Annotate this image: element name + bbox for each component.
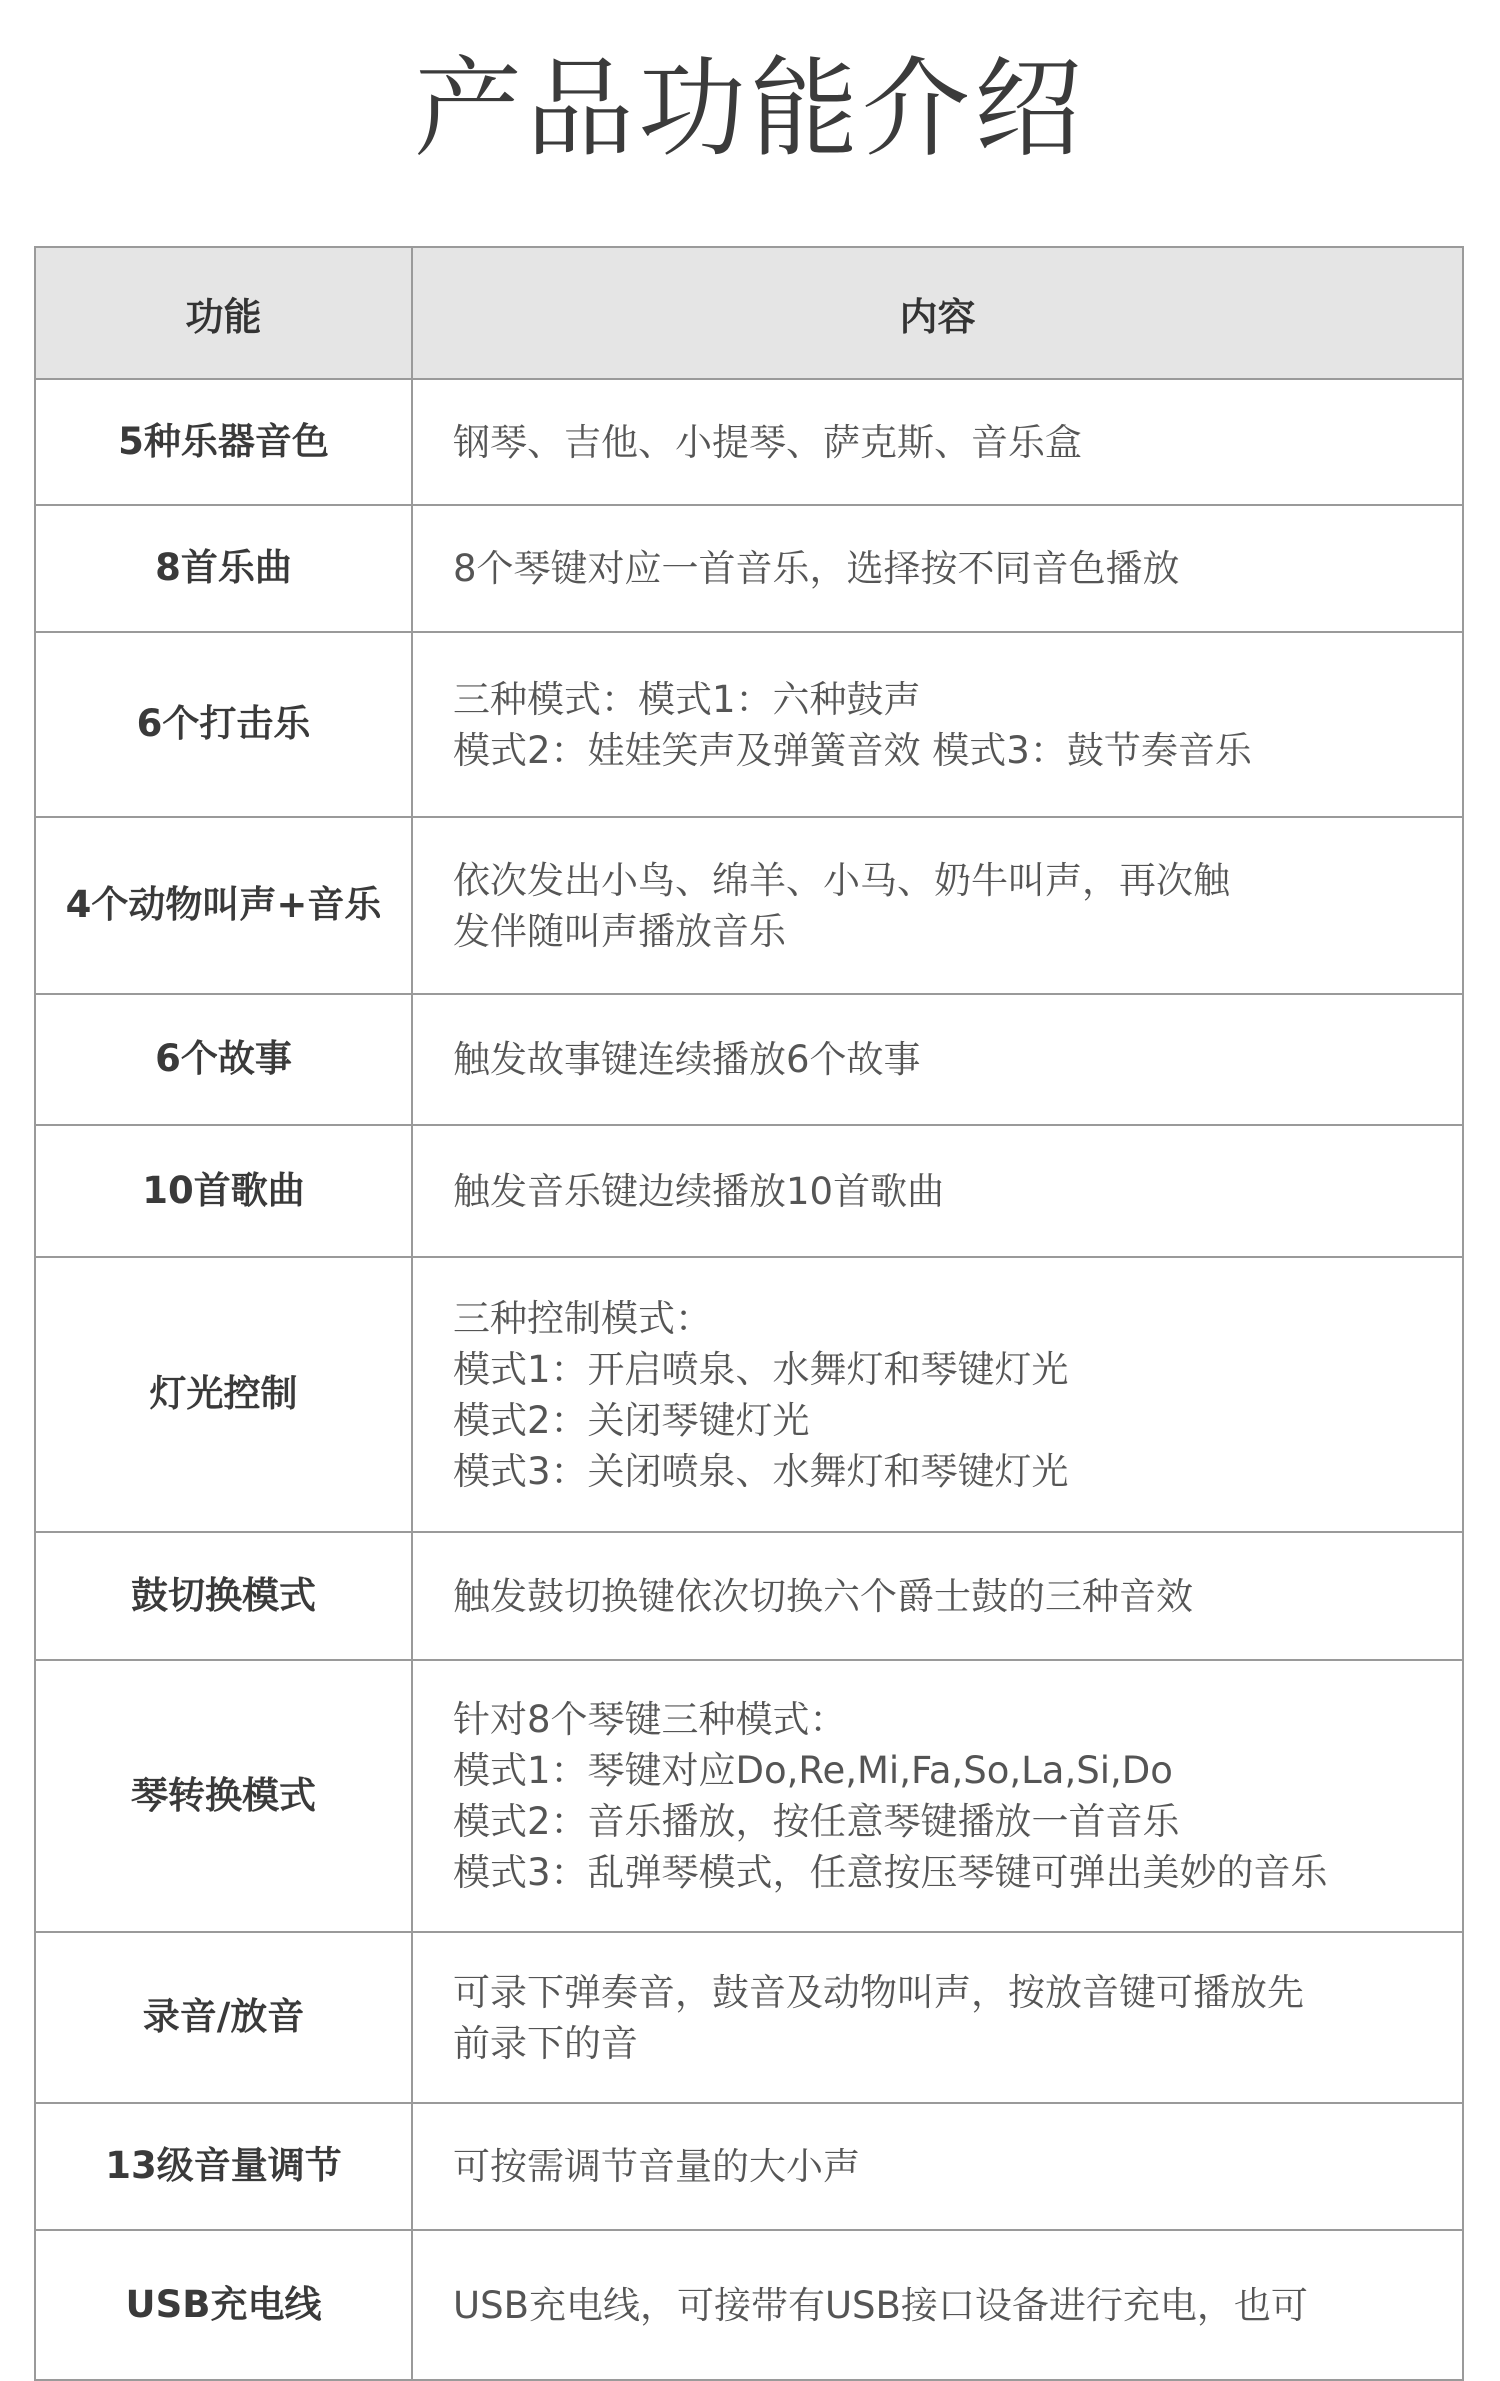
description-line: 可录下弹奏音，鼓音及动物叫声，按放音键可播放先: [453, 1970, 1304, 2014]
feature-name-cell: 琴转换模式: [35, 1660, 412, 1932]
table-row: [35, 2103, 1463, 2230]
description-line: 模式3：乱弹琴模式，任意按压琴键可弹出美妙的音乐: [453, 1851, 1328, 1894]
description-line: 可按需调节音量的大小声: [453, 2145, 860, 2188]
description-line: 前录下的音: [453, 2021, 638, 2065]
table-row: [35, 1932, 1463, 2103]
feature-description-cell: [412, 1660, 1463, 1932]
feature-name-cell: 录音/放音: [35, 1932, 412, 2103]
feature-description-cell: [412, 2230, 1463, 2380]
description-line: 模式2：娃娃笑声及弹簧音效 模式3：鼓节奏音乐: [453, 728, 1252, 772]
description-line: USB充电线，可接带有USB接口设备进行充电，也可: [453, 2283, 1308, 2327]
table-row: [35, 1125, 1463, 1257]
feature-description-cell: [412, 379, 1463, 505]
feature-name-cell: 5种乐器音色: [35, 379, 412, 505]
feature-description-cell: [412, 994, 1463, 1125]
description-line: 依次发出小鸟、绵羊、小马、奶牛叫声，再次触: [453, 858, 1230, 902]
description-line: 8个琴键对应一首音乐，选择按不同音色播放: [453, 547, 1180, 590]
table-row: [35, 505, 1463, 632]
feature-name-cell: 6个故事: [35, 994, 412, 1125]
table-header-row: [35, 247, 1463, 379]
table-row: [35, 2230, 1463, 2380]
table-row: [35, 379, 1463, 505]
description-line: 发伴随叫声播放音乐: [453, 909, 786, 953]
table-row: [35, 1532, 1463, 1660]
description-line: 触发故事键连续播放6个故事: [453, 1038, 921, 1081]
feature-description-cell: [412, 2103, 1463, 2230]
table-row: [35, 817, 1463, 994]
feature-description-cell: [412, 1125, 1463, 1257]
feature-name-cell: 13级音量调节: [35, 2103, 412, 2230]
description-line: 三种模式：模式1：六种鼓声: [453, 677, 921, 721]
page-title: 产品功能介绍: [413, 47, 1086, 172]
feature-name-cell: USB充电线: [35, 2230, 412, 2380]
column-header-content: 内容: [412, 247, 1463, 379]
feature-description-cell: [412, 1257, 1463, 1532]
table-row: [35, 1660, 1463, 1932]
feature-description-cell: [412, 1932, 1463, 2103]
description-line: 触发鼓切换键依次切换六个爵士鼓的三种音效: [453, 1574, 1193, 1618]
description-line: 模式2：音乐播放，按任意琴键播放一首音乐: [453, 1800, 1180, 1843]
feature-name-cell: 10首歌曲: [35, 1125, 412, 1257]
feature-table: [34, 246, 1464, 2381]
table-body: [35, 379, 1463, 2380]
feature-description-cell: [412, 1532, 1463, 1660]
feature-name-cell: 灯光控制: [35, 1257, 412, 1532]
description-line: 模式1：琴键对应Do,Re,Mi,Fa,So,La,Si,Do: [453, 1749, 1173, 1792]
description-line: 模式1：开启喷泉、水舞灯和琴键灯光: [453, 1347, 1069, 1391]
feature-description-cell: [412, 505, 1463, 632]
description-line: 三种控制模式：: [453, 1296, 712, 1340]
column-header-feature: 功能: [35, 247, 412, 379]
feature-description-cell: [412, 817, 1463, 994]
feature-name-cell: 鼓切换模式: [35, 1532, 412, 1660]
feature-description-cell: [412, 632, 1463, 817]
table-row: [35, 1257, 1463, 1532]
table-row: [35, 632, 1463, 817]
description-line: 钢琴、吉他、小提琴、萨克斯、音乐盒: [453, 420, 1082, 464]
feature-name-cell: 4个动物叫声+音乐: [35, 817, 412, 994]
description-line: 模式2：关闭琴键灯光: [453, 1398, 810, 1442]
feature-name-cell: 8首乐曲: [35, 505, 412, 632]
description-line: 模式3：关闭喷泉、水舞灯和琴键灯光: [453, 1449, 1069, 1493]
table-row: [35, 994, 1463, 1125]
feature-name-cell: 6个打击乐: [35, 632, 412, 817]
description-line: 针对8个琴键三种模式：: [453, 1698, 847, 1741]
description-line: 触发音乐键边续播放10首歌曲: [453, 1169, 945, 1213]
